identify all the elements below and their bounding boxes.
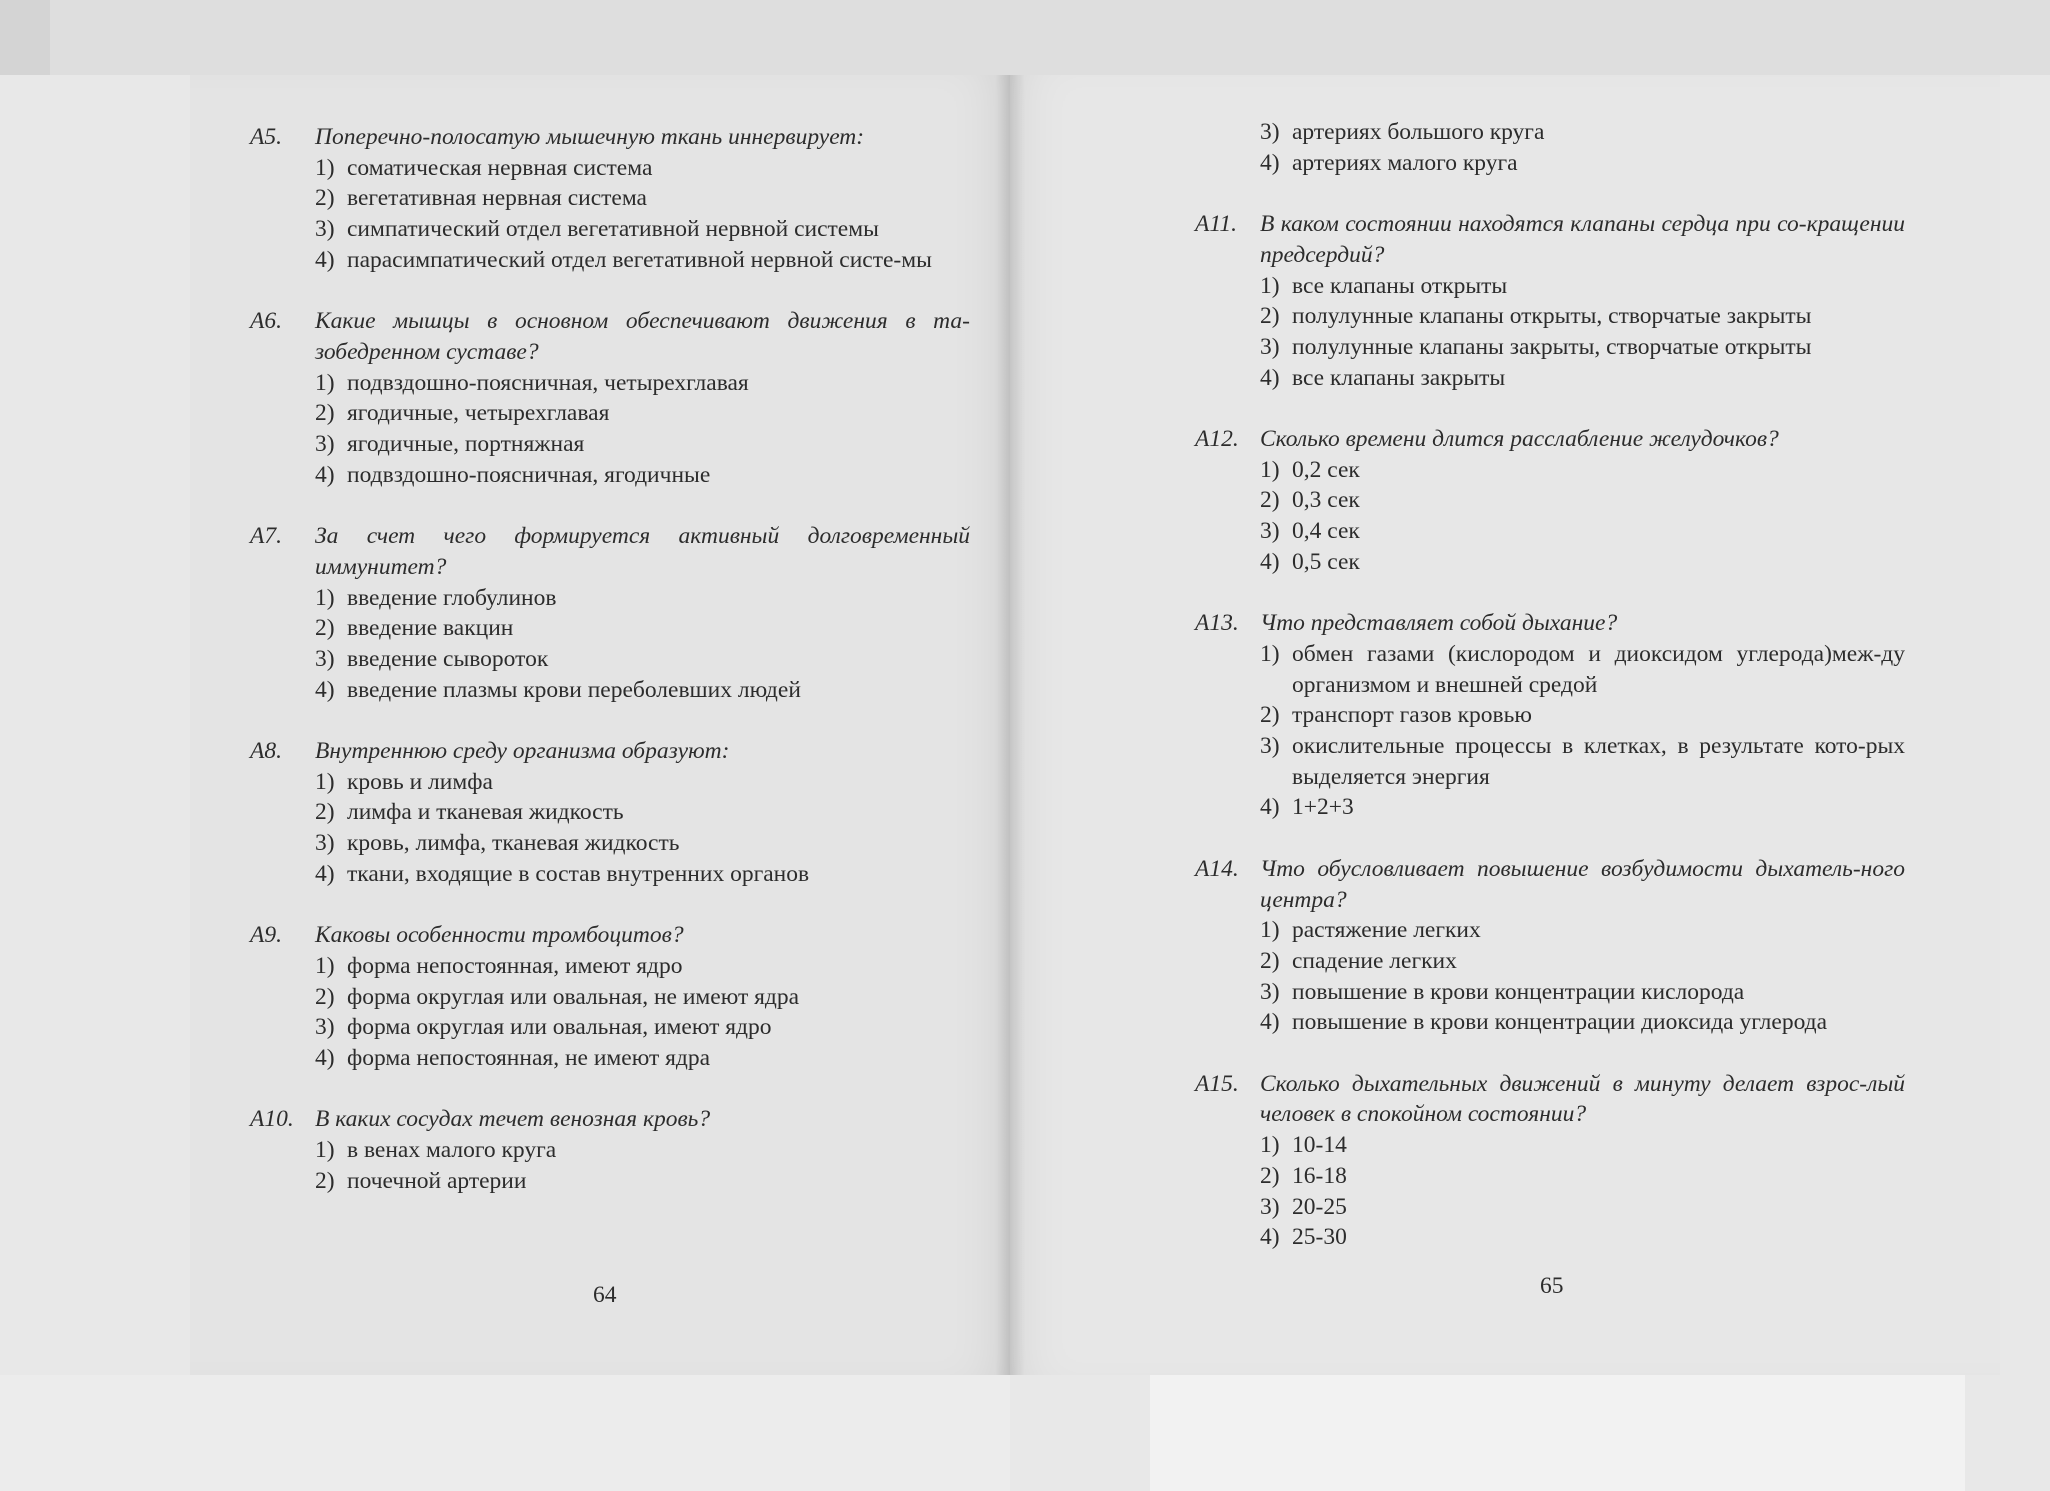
answer-options bbox=[250, 767, 970, 890]
answer-options bbox=[1195, 639, 1905, 823]
option-text: 1+2+3 bbox=[1292, 794, 1354, 821]
option-number: 3) bbox=[315, 645, 335, 672]
question-text: Сколько времени длится расслабление желудочков? bbox=[1260, 426, 1779, 452]
option-number: 3) bbox=[315, 830, 335, 857]
option-number: 2) bbox=[1260, 947, 1280, 974]
option-text: лимфа и тканевая жидкость bbox=[347, 799, 624, 826]
option-number: 2) bbox=[315, 185, 335, 212]
question-number: А13. bbox=[1195, 610, 1239, 637]
option-number: 3) bbox=[1260, 733, 1280, 760]
option-text: введение глобулинов bbox=[347, 584, 557, 611]
option-text: ягодичные, портняжная bbox=[347, 431, 585, 458]
question-a6 bbox=[250, 306, 970, 490]
scan-bottom-right bbox=[1150, 1375, 1965, 1491]
option-number: 3) bbox=[315, 216, 335, 243]
option-number: 3) bbox=[1260, 978, 1280, 1005]
option-number: 4) bbox=[1260, 149, 1280, 176]
answer-option bbox=[315, 767, 970, 798]
answer-option bbox=[1260, 363, 1905, 394]
answer-option bbox=[315, 153, 970, 184]
option-text: кровь и лимфа bbox=[347, 768, 493, 795]
option-text: 0,5 сек bbox=[1292, 548, 1360, 575]
answer-option bbox=[315, 797, 970, 828]
option-number: 4) bbox=[1260, 1009, 1280, 1036]
option-number: 3) bbox=[1260, 119, 1280, 145]
question-number: А10. bbox=[250, 1106, 294, 1133]
option-number: 1) bbox=[1260, 917, 1280, 944]
answer-option bbox=[1260, 301, 1905, 332]
answer-options bbox=[1195, 455, 1905, 578]
answer-option bbox=[315, 245, 970, 276]
option-number: 1) bbox=[1260, 640, 1280, 667]
option-text: в венах малого круга bbox=[347, 1137, 557, 1164]
question-text: Внутреннюю среду организма образуют: bbox=[315, 738, 730, 765]
answer-options bbox=[250, 153, 970, 276]
answer-options bbox=[250, 951, 970, 1074]
option-number: 4) bbox=[1260, 548, 1280, 575]
question-text: Сколько дыхательных движений в минуту делает взрос-лый человек в спокойном состоянии? bbox=[1260, 1070, 1905, 1128]
option-text: ткани, входящие в состав внутренних органов bbox=[347, 860, 810, 887]
answer-option bbox=[1260, 332, 1905, 363]
question-number: А15. bbox=[1195, 1070, 1239, 1097]
option-text: подвздошно-поясничная, ягодичные bbox=[347, 461, 711, 488]
option-number: 1) bbox=[315, 154, 335, 181]
answer-option bbox=[1260, 639, 1905, 700]
answer-option bbox=[1260, 1222, 1905, 1253]
answer-option bbox=[1260, 792, 1905, 823]
scan-top-edge bbox=[0, 0, 2050, 75]
question-number: А11. bbox=[1195, 211, 1237, 238]
option-number: 2) bbox=[1260, 702, 1280, 729]
option-text: 10-14 bbox=[1292, 1132, 1347, 1159]
option-text: 20-25 bbox=[1292, 1193, 1347, 1220]
option-text: введение плазмы крови переболевших людей bbox=[347, 676, 801, 703]
answer-option bbox=[315, 183, 970, 214]
answer-option bbox=[315, 982, 970, 1013]
answer-options bbox=[1195, 271, 1905, 394]
option-number: 2) bbox=[315, 799, 335, 826]
option-text: 0,4 сек bbox=[1292, 518, 1360, 545]
answer-option bbox=[315, 644, 970, 675]
option-text: 25-30 bbox=[1292, 1224, 1347, 1251]
answer-option bbox=[1260, 1161, 1905, 1192]
answer-option bbox=[1260, 1130, 1905, 1161]
answer-options bbox=[1195, 915, 1905, 1038]
option-number: 2) bbox=[315, 1167, 335, 1194]
option-number: 2) bbox=[1260, 1162, 1280, 1189]
question-a14 bbox=[1195, 854, 1905, 1038]
question-text: Каковы особенности тромбоцитов? bbox=[315, 922, 684, 949]
option-number: 4) bbox=[1260, 794, 1280, 821]
option-text: спадение легких bbox=[1292, 947, 1457, 974]
option-number: 2) bbox=[315, 615, 335, 642]
option-text: вегетативная нервная система bbox=[347, 185, 647, 212]
option-text: введение вакцин bbox=[347, 615, 514, 642]
question-text: Что обусловливает повышение возбудимости дыхатель-ного центра? bbox=[1260, 855, 1905, 913]
option-number: 1) bbox=[315, 768, 335, 795]
answer-option bbox=[315, 675, 970, 706]
option-text: полулунные клапаны закрыты, створчатые открыты bbox=[1292, 333, 1812, 360]
question-text: За счет чего формируется активный долговременный иммунитет? bbox=[315, 523, 970, 580]
option-number: 1) bbox=[315, 369, 335, 396]
option-number: 4) bbox=[315, 860, 335, 887]
answer-option bbox=[315, 214, 970, 245]
option-number: 3) bbox=[1260, 1193, 1280, 1220]
option-text: форма округлая или овальная, имеют ядро bbox=[347, 1014, 772, 1041]
option-number: 1) bbox=[315, 1137, 335, 1164]
option-text: симпатический отдел вегетативной нервной системы bbox=[347, 216, 879, 243]
option-text: 0,2 сек bbox=[1292, 456, 1360, 483]
option-text: кровь, лимфа, тканевая жидкость bbox=[347, 830, 680, 857]
answer-option bbox=[1260, 700, 1905, 731]
option-number: 4) bbox=[315, 1045, 335, 1072]
question-a9 bbox=[250, 920, 970, 1074]
answer-option bbox=[315, 398, 970, 429]
option-text: почечной артерии bbox=[347, 1167, 527, 1194]
option-text: парасимпатический отдел вегетативной нервной систе-мы bbox=[347, 246, 932, 273]
answer-option bbox=[1260, 1007, 1905, 1038]
answer-option bbox=[315, 1043, 970, 1074]
option-text: повышение в крови концентрации кислорода bbox=[1292, 978, 1745, 1005]
option-number: 4) bbox=[315, 246, 335, 273]
answer-option bbox=[1260, 946, 1905, 977]
option-text: артериях большого круга bbox=[1292, 119, 1545, 145]
option-number: 3) bbox=[1260, 518, 1280, 545]
option-number: 2) bbox=[1260, 487, 1280, 514]
scan-bottom-left bbox=[0, 1375, 1010, 1491]
option-text: артериях малого круга bbox=[1292, 149, 1518, 176]
option-text: обмен газами (кислородом и диоксидом углерода)меж-ду организмом и внешней средой bbox=[1292, 640, 1905, 698]
option-number: 2) bbox=[315, 400, 335, 427]
option-text: растяжение легких bbox=[1292, 917, 1481, 944]
question-a8 bbox=[250, 736, 970, 890]
answer-option bbox=[1260, 731, 1905, 792]
answer-option bbox=[315, 613, 970, 644]
answer-option bbox=[1260, 485, 1905, 516]
option-number: 4) bbox=[315, 676, 335, 703]
option-text: подвздошно-поясничная, четырехглавая bbox=[347, 369, 749, 396]
answer-option bbox=[1260, 271, 1905, 302]
question-text: Что представляет собой дыхание? bbox=[1260, 610, 1618, 637]
question-text: В каких сосудах течет венозная кровь? bbox=[315, 1106, 711, 1133]
scan-corner bbox=[0, 0, 50, 75]
answer-option bbox=[315, 460, 970, 491]
answer-option bbox=[315, 951, 970, 982]
answer-option bbox=[1260, 977, 1905, 1008]
answer-option bbox=[315, 1135, 970, 1166]
question-a12 bbox=[1195, 424, 1905, 578]
answer-option bbox=[1260, 547, 1905, 578]
answer-option bbox=[315, 1012, 970, 1043]
answer-option bbox=[315, 859, 970, 890]
question-a11 bbox=[1195, 209, 1905, 393]
right-page-column bbox=[1195, 117, 1905, 1284]
answer-options bbox=[250, 583, 970, 706]
question-text: Поперечно-полосатую мышечную ткань иннервирует: bbox=[315, 124, 865, 150]
book-gutter bbox=[995, 75, 1025, 1375]
option-text: введение сывороток bbox=[347, 645, 549, 672]
question-a7 bbox=[250, 521, 970, 705]
option-number: 3) bbox=[315, 1014, 335, 1041]
option-text: соматическая нервная система bbox=[347, 154, 653, 181]
option-number: 1) bbox=[315, 952, 335, 979]
option-number: 1) bbox=[315, 584, 335, 611]
answer-options bbox=[1195, 117, 1905, 178]
answer-option bbox=[1260, 516, 1905, 547]
answer-option bbox=[315, 1166, 970, 1197]
option-text: повышение в крови концентрации диоксида углерода bbox=[1292, 1009, 1828, 1036]
option-number: 2) bbox=[1260, 303, 1280, 330]
option-text: 0,3 сек bbox=[1292, 487, 1360, 514]
option-number: 4) bbox=[1260, 1224, 1280, 1251]
question-a5 bbox=[250, 122, 970, 276]
answer-option bbox=[1260, 1192, 1905, 1223]
page-number-left: 64 bbox=[593, 1282, 617, 1308]
question-number: А12. bbox=[1195, 426, 1239, 452]
question-number: А6. bbox=[250, 308, 282, 335]
option-number: 2) bbox=[315, 983, 335, 1010]
question-a15 bbox=[1195, 1069, 1905, 1253]
question-a10-continuation bbox=[1195, 117, 1905, 178]
question-number: А5. bbox=[250, 124, 282, 150]
answer-option bbox=[315, 583, 970, 614]
question-a13 bbox=[1195, 608, 1905, 823]
option-number: 1) bbox=[1260, 272, 1280, 299]
option-number: 1) bbox=[1260, 456, 1280, 483]
option-text: 16-18 bbox=[1292, 1162, 1347, 1189]
answer-options bbox=[250, 368, 970, 491]
option-number: 1) bbox=[1260, 1132, 1280, 1159]
left-page-column bbox=[250, 122, 970, 1227]
option-text: форма непостоянная, не имеют ядра bbox=[347, 1045, 711, 1072]
option-number: 3) bbox=[315, 431, 335, 458]
answer-option bbox=[1260, 117, 1905, 148]
question-a10 bbox=[250, 1104, 970, 1196]
option-text: все клапаны закрыты bbox=[1292, 364, 1506, 391]
answer-option bbox=[315, 429, 970, 460]
question-text: В каком состоянии находятся клапаны сердца при со-кращении предсердий? bbox=[1260, 211, 1905, 268]
question-number: А7. bbox=[250, 523, 282, 550]
option-text: форма округлая или овальная, не имеют ядра bbox=[347, 983, 800, 1010]
option-text: транспорт газов кровью bbox=[1292, 702, 1532, 729]
page-number-right: 65 bbox=[1540, 1273, 1564, 1299]
option-number: 3) bbox=[1260, 333, 1280, 360]
answer-options bbox=[1195, 1130, 1905, 1253]
option-number: 4) bbox=[315, 461, 335, 488]
answer-option bbox=[1260, 915, 1905, 946]
option-text: все клапаны открыты bbox=[1292, 272, 1508, 299]
answer-option bbox=[1260, 455, 1905, 486]
option-number: 4) bbox=[1260, 364, 1280, 391]
option-text: полулунные клапаны открыты, створчатые закрыты bbox=[1292, 303, 1812, 330]
option-text: ягодичные, четырехглавая bbox=[347, 400, 610, 427]
answer-option bbox=[315, 368, 970, 399]
question-number: А8. bbox=[250, 738, 282, 765]
question-number: А14. bbox=[1195, 855, 1239, 882]
option-text: окислительные процессы в клетках, в результате кото-рых выделяется энергия bbox=[1292, 733, 1905, 790]
answer-options bbox=[250, 1135, 970, 1196]
option-text: форма непостоянная, имеют ядро bbox=[347, 952, 683, 979]
question-number: А9. bbox=[250, 922, 282, 949]
answer-option bbox=[315, 828, 970, 859]
question-text: Какие мышцы в основном обеспечивают движения в та-зобедренном суставе? bbox=[315, 308, 970, 365]
answer-option bbox=[1260, 148, 1905, 179]
